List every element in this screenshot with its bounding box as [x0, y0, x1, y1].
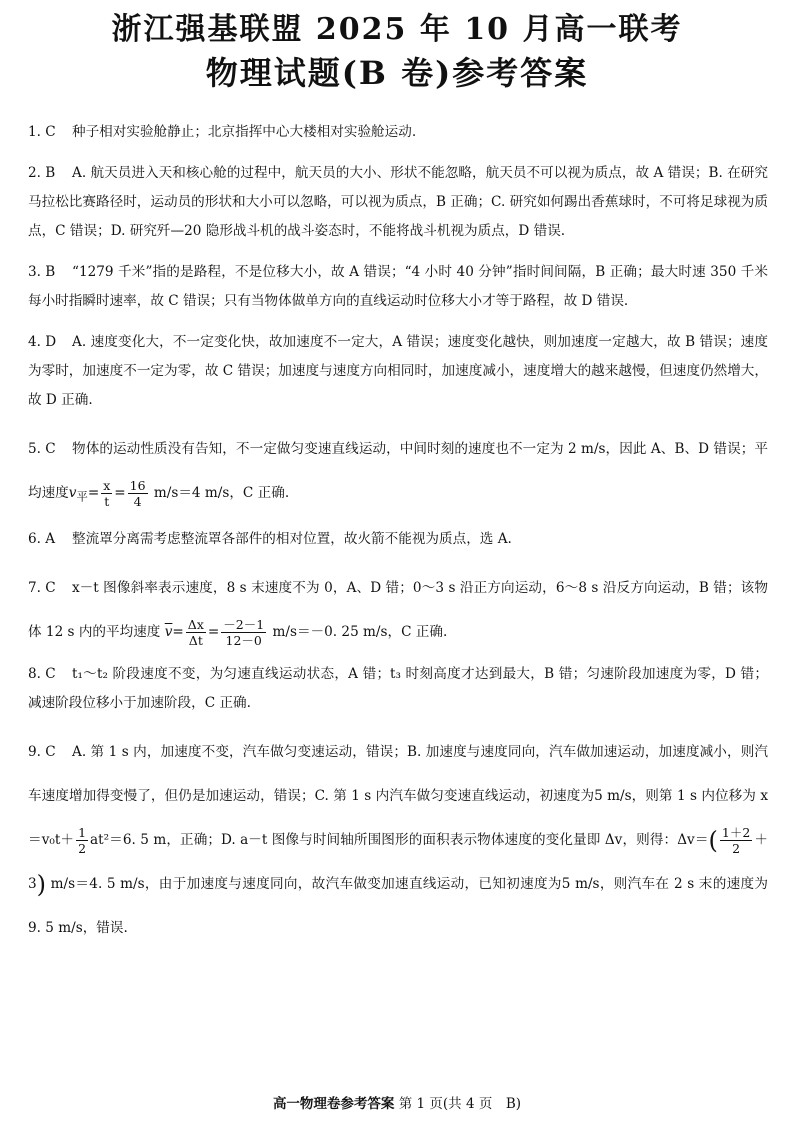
page-footer: [0, 1092, 794, 1112]
answer-text: m/s＝4. 5 m/s，由于加速度与速度同向，故汽车做变加速直线运动，已知初速度为5 m/s，则汽车在 2 s 末的速度为 9. 5 m/s，错误.: [28, 875, 768, 936]
fraction: $\frac{1+2}{2}$: [721, 824, 751, 856]
equals-sign: =: [114, 485, 126, 501]
page-subtitle: 物理试题(B 卷)参考答案: [205, 54, 589, 92]
answer-number: 1. C: [28, 124, 56, 140]
answer-item-8: [28, 660, 768, 718]
answer-item-2: [28, 159, 768, 246]
right-paren: ): [36, 870, 47, 899]
answer-number: 5. C: [28, 441, 56, 457]
average-velocity-symbol: $\overline{v}$: [164, 623, 173, 640]
fraction: $\frac{x}{t}$: [103, 478, 111, 509]
answer-number: 2. B: [28, 165, 56, 181]
answer-item-9: [28, 730, 768, 950]
answer-number: 4. D: [28, 334, 57, 350]
answer-number: 8. C: [28, 665, 56, 682]
page-title: 浙江强基联盟 2025 年 10 月高一联考: [111, 12, 683, 47]
answer-number: 9. C: [28, 743, 56, 760]
answer-text: A. 第 1 s 内，加速度不变，汽车做匀变速运动，错误；B. 加速度与速度同向，汽车做加速运动，加速度减小，则汽车速度增加得变慢了，但仍是加速运动，错误；C. 第 1 s 内汽车做匀变速直线运动，初速度为5 m/s，则第 1 s 内位移为 x＝v₀t＋: [28, 743, 768, 848]
answer-text: 物体的运动性质没有告知，不一定做匀变速直线运动，中间时刻的速度也不一定为 2 m/s，因此 A、B、D 错误；平均速度: [28, 441, 768, 501]
answer-text: m/s＝－0. 25 m/s，C 正确.: [268, 623, 448, 640]
answer-number: 7. C: [28, 579, 56, 596]
answer-item-1: [28, 118, 768, 147]
answer-text: t₁～t₂ 阶段速度不变，为匀速直线运动状态，A 错；t₃ 时刻高度才达到最大，B 错；匀速阶段加速度为零，D 错；减速阶段位移小于加速阶段，C 正确.: [28, 665, 768, 711]
answer-number: 3. B: [28, 264, 56, 280]
equals-sign: =: [87, 485, 100, 501]
answer-item-5: [28, 427, 768, 519]
fraction: $\frac{-2-1}{12-0}$: [223, 616, 265, 648]
equals-sign: =: [172, 623, 184, 640]
answer-text: “1279 千米”指的是路程，不是位移大小，故 A 错误；“4 小时 40 分钟”指时间间隔，B 正确；最大时速 350 千米每小时指瞬时速率，故 C 错误；只有当物体做单方向的直线运动时位移大小才等于路程，故 D 错误.: [28, 264, 768, 309]
equals-sign: =: [207, 623, 220, 640]
velocity-subscript: 平: [76, 489, 88, 504]
answer-text: 整流罩分离需考虑整流罩各部件的相对位置，故火箭不能视为质点，选 A.: [72, 530, 512, 547]
answer-text: x－t 图像斜率表示速度，8 s 末速度不为 0，A、D 错；0～3 s 沿正方向运动，6～8 s 沿反方向运动，B 错；该物体 12 s 内的平均速度: [28, 579, 768, 640]
answer-text: ＋3: [28, 831, 769, 892]
fraction: $\frac{16}{4}$: [129, 478, 146, 509]
answer-text: A. 航天员进入天和核心舱的过程中，航天员的大小、形状不能忽略，航天员不可以视为质点，故 A 错误；B. 在研究马拉松比赛路径时，运动员的形状和大小可以忽略，可以视为质点，B 正确；C. 研究如何踢出香蕉球时，不可将足球视为质点，C 错误；D. 研究歼—20 隐形战斗机的战斗姿态时，不能将战斗机视为质点，D 错误.: [28, 165, 768, 239]
answer-list: [28, 118, 768, 956]
answer-text: 种子相对实验舱静止；北京指挥中心大楼相对实验舱运动.: [72, 124, 417, 140]
answer-item-4: [28, 328, 768, 415]
answer-item-6: [28, 525, 768, 554]
velocity-symbol: v: [68, 485, 77, 501]
page-number: 第 1 页(共 4 页 B): [398, 1096, 522, 1112]
left-paren: (: [708, 826, 718, 855]
answer-item-7: [28, 566, 768, 654]
footer-title: 高一物理卷参考答案: [272, 1096, 395, 1112]
fraction: $\frac{1}{2}$: [78, 824, 87, 856]
answer-number: 6. A: [28, 530, 56, 547]
answer-text: A. 速度变化大，不一定变化快，故加速度不一定大，A 错误；速度变化越快，则加速度一定越大，故 B 错误；速度为零时，加速度不一定为零，故 C 错误；加速度与速度方向相同时，加速度减小，速度增大的越来越慢，但速度仍然增大，故 D 正确.: [28, 334, 768, 408]
answer-text: at²＝6. 5 m，正确；D. a－t 图像与时间轴所围图形的面积表示物体速度的变化量即 Δv，则得：Δv＝: [90, 831, 709, 848]
answer-item-3: [28, 258, 768, 316]
answer-text: m/s＝4 m/s，C 正确.: [149, 485, 290, 501]
fraction: $\frac{\Delta x}{\Delta t}$: [187, 616, 204, 648]
